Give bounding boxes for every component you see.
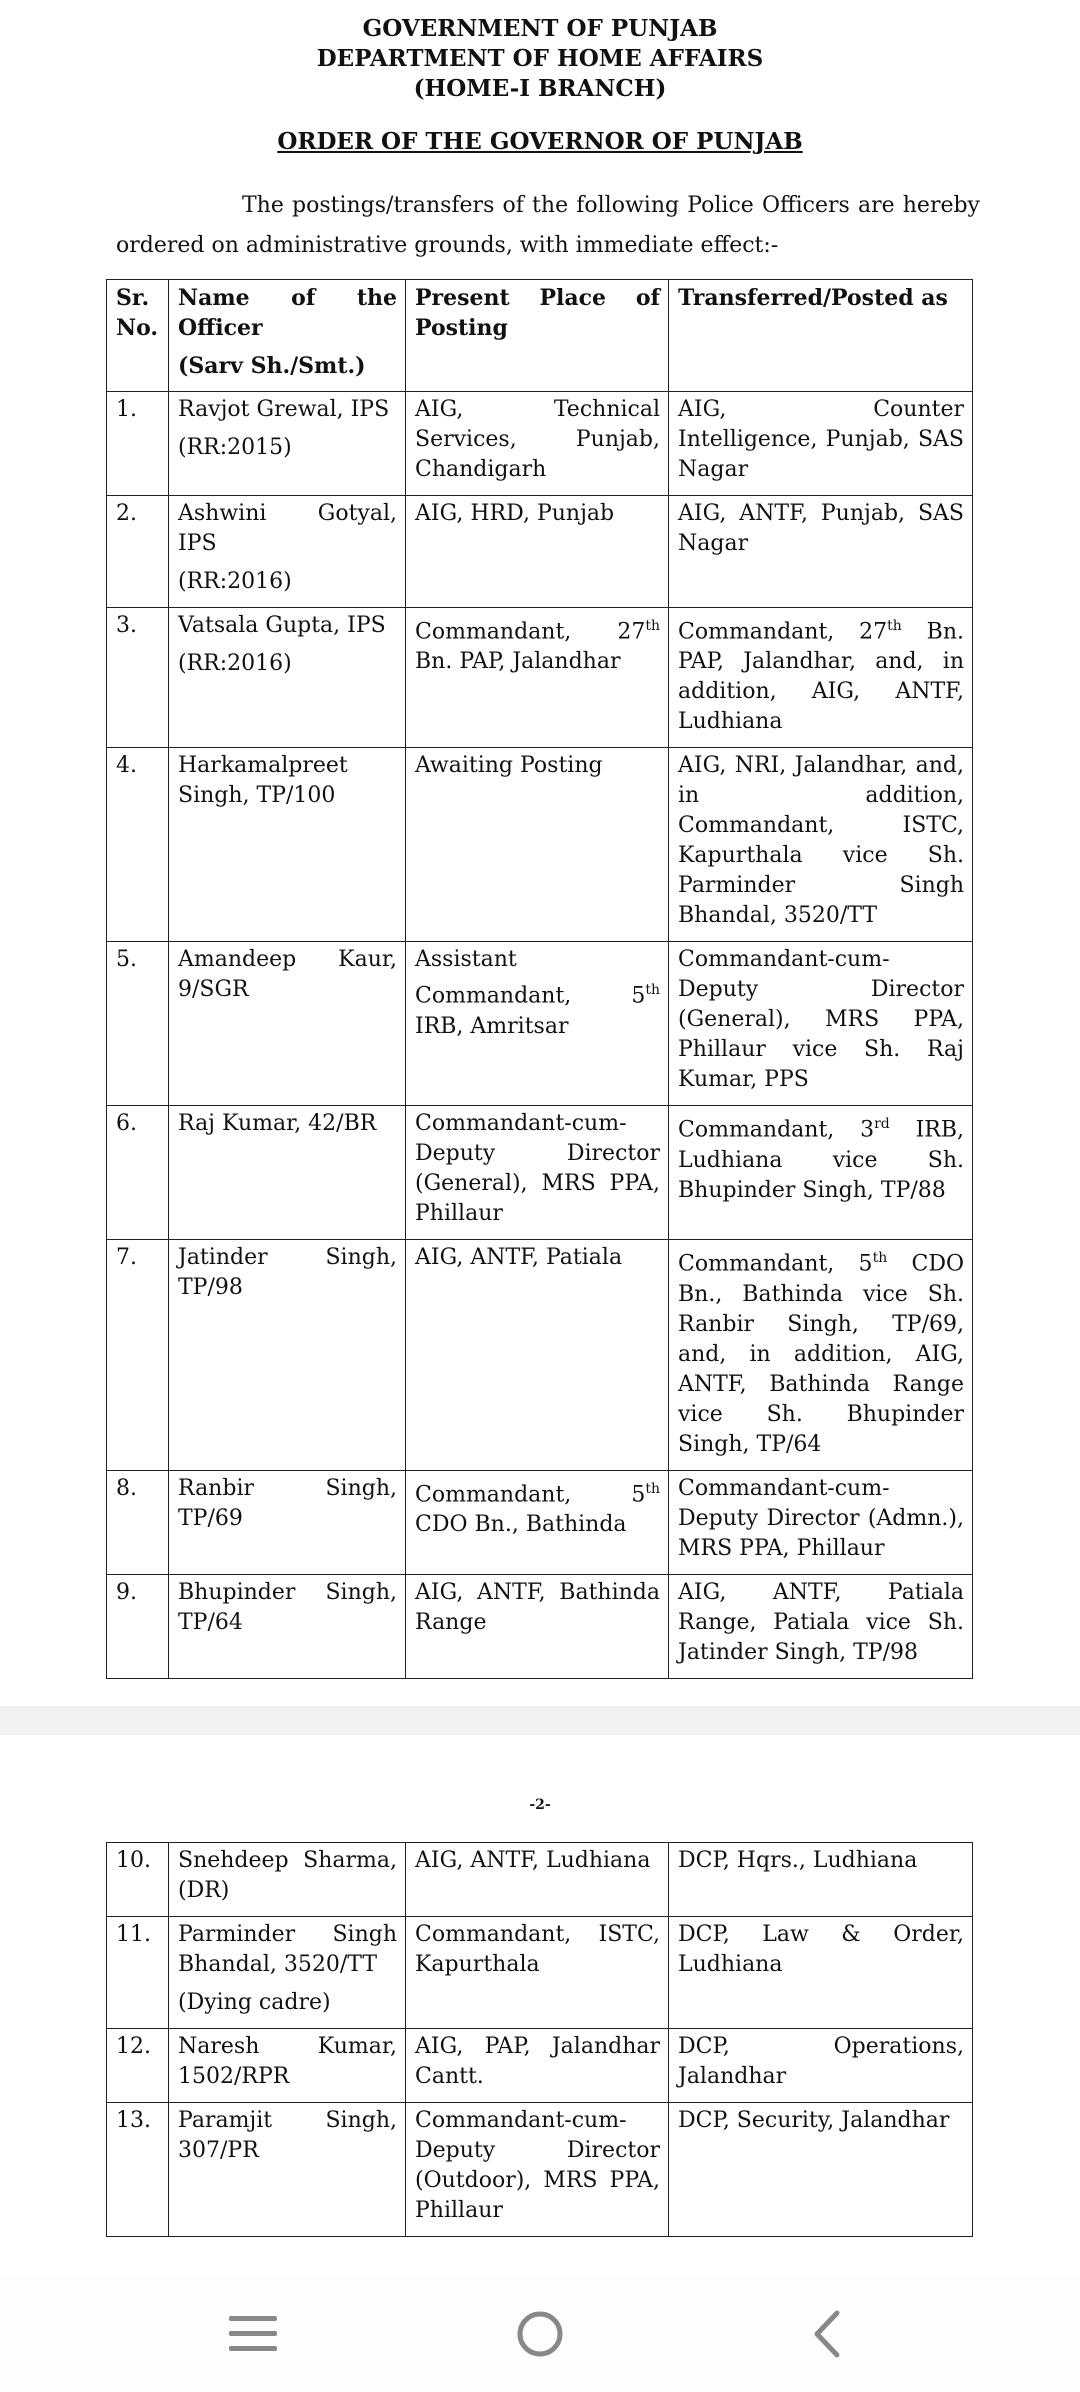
cell-sr-no: 6.: [107, 1106, 169, 1240]
postings-table-page-2: [106, 1842, 973, 2237]
officer-name: Ashwini Gotyal, IPS: [178, 501, 397, 556]
cell-transferred-as: AIG, ANTF, Patiala Range, Patiala vice Sh. Jatinder Singh, TP/98: [669, 1574, 973, 1678]
officer-name: Paramjit Singh, 307/PR: [178, 2108, 397, 2163]
officer-name: Snehdeep Sharma, (DR): [178, 1848, 397, 1903]
table-row: [107, 392, 973, 496]
cell-present-posting: Commandant, ISTC, Kapurthala: [406, 1917, 669, 2029]
cell-sr-no: 2.: [107, 496, 169, 608]
header-line-1: GOVERNMENT OF PUNJAB: [362, 15, 718, 42]
table-header-row: [107, 280, 973, 392]
officer-name: Vatsala Gupta, IPS: [178, 613, 386, 638]
table-row: [107, 1843, 973, 1917]
cell-sr-no: 3.: [107, 608, 169, 748]
back-icon: [807, 2309, 847, 2359]
officer-note: (Dying cadre): [178, 1990, 331, 2015]
cell-present-posting: Assistant Commandant, 5th IRB, Amritsar: [406, 942, 669, 1106]
home-icon: [515, 2309, 565, 2359]
officer-note: (RR:2016): [178, 651, 292, 676]
officer-name: Parminder Singh Bhandal, 3520/TT: [178, 1922, 397, 1977]
table-row: [107, 2029, 973, 2103]
cell-present-posting: AIG, ANTF, Patiala: [406, 1240, 669, 1470]
cell-officer-name: [169, 1843, 406, 1917]
header-line-2: DEPARTMENT OF HOME AFFAIRS: [316, 45, 764, 72]
cell-present-posting: Commandant, 27th Bn. PAP, Jalandhar: [406, 608, 669, 748]
officer-name: Amandeep Kaur, 9/SGR: [178, 947, 397, 1003]
back-button[interactable]: [767, 2294, 887, 2374]
cell-present-posting: Commandant-cum-Deputy Director (General), MRS PPA, Phillaur: [406, 1106, 669, 1240]
officer-name: Ranbir Singh, TP/69: [178, 1475, 397, 1531]
cell-sr-no: 11.: [107, 1917, 169, 2029]
cell-present-posting: Awaiting Posting: [406, 748, 669, 942]
cell-present-posting: AIG, PAP, Jalandhar Cantt.: [406, 2029, 669, 2103]
cell-transferred-as: Commandant, 27th Bn. PAP, Jalandhar, and, in addition, AIG, ANTF, Ludhiana: [669, 608, 973, 748]
officer-note: (RR:2015): [178, 435, 292, 460]
table-row: [107, 608, 973, 748]
cell-present-posting: AIG, Technical Services, Punjab, Chandigarh: [406, 392, 669, 496]
officer-name: Naresh Kumar, 1502/RPR: [178, 2034, 397, 2089]
cell-transferred-as: AIG, ANTF, Punjab, SAS Nagar: [669, 496, 973, 608]
cell-officer-name: [169, 1574, 406, 1678]
header-transferred-as: Transferred/Posted as: [669, 280, 973, 392]
cell-sr-no: 4.: [107, 748, 169, 942]
cell-officer-name: [169, 748, 406, 942]
officer-name: Harkamalpreet Singh, TP/100: [178, 753, 348, 809]
cell-present-posting: Commandant-cum-Deputy Director (Outdoor), MRS PPA, Phillaur: [406, 2103, 669, 2237]
cell-sr-no: 10.: [107, 1843, 169, 1917]
cell-sr-no: 13.: [107, 2103, 169, 2237]
table-row: [107, 1106, 973, 1240]
table-row: [107, 496, 973, 608]
cell-present-posting: Commandant, 5th CDO Bn., Bathinda: [406, 1470, 669, 1574]
header-sr-no: Sr. No.: [107, 280, 169, 392]
order-title: ORDER OF THE GOVERNOR OF PUNJAB: [277, 128, 803, 155]
officer-name: Bhupinder Singh, TP/64: [178, 1579, 397, 1635]
cell-officer-name: [169, 2103, 406, 2237]
officer-name: Jatinder Singh, TP/98: [178, 1245, 397, 1301]
cell-sr-no: 9.: [107, 1574, 169, 1678]
cell-present-posting: AIG, ANTF, Ludhiana: [406, 1843, 669, 1917]
header-officer-name: [169, 280, 406, 392]
table-row: [107, 748, 973, 942]
cell-transferred-as: AIG, NRI, Jalandhar, and, in addition, Commandant, ISTC, Kapurthala vice Sh. Parminder Singh Bhandal, 3520/TT: [669, 748, 973, 942]
cell-transferred-as: DCP, Hqrs., Ludhiana: [669, 1843, 973, 1917]
cell-present-posting: AIG, ANTF, Bathinda Range: [406, 1574, 669, 1678]
document-header: [0, 14, 1080, 104]
page-number: -2-: [529, 1797, 551, 1813]
cell-officer-name: [169, 608, 406, 748]
page-gap: [0, 1706, 1080, 1735]
cell-transferred-as: DCP, Security, Jalandhar: [669, 2103, 973, 2237]
header-present-posting: Present Place of Posting: [406, 280, 669, 392]
header-officer-name-label: Name of the Officer: [178, 285, 397, 341]
cell-transferred-as: DCP, Law & Order, Ludhiana: [669, 1917, 973, 2029]
officer-name: Raj Kumar, 42/BR: [178, 1111, 377, 1137]
table-row: [107, 1470, 973, 1574]
cell-transferred-as: DCP, Operations, Jalandhar: [669, 2029, 973, 2103]
cell-present-posting: AIG, HRD, Punjab: [406, 496, 669, 608]
cell-transferred-as: Commandant, 5th CDO Bn., Bathinda vice Sh. Ranbir Singh, TP/69, and, in addition, AIG, ANTF, Bathinda Range vice Sh. Bhupinder Singh, TP/64: [669, 1240, 973, 1470]
officer-name: Ravjot Grewal, IPS: [178, 397, 390, 422]
recent-apps-icon: [227, 2312, 279, 2356]
cell-sr-no: 12.: [107, 2029, 169, 2103]
table-row: [107, 942, 973, 1106]
cell-officer-name: [169, 1917, 406, 2029]
cell-transferred-as: Commandant, 3rd IRB, Ludhiana vice Sh. Bhupinder Singh, TP/88: [669, 1106, 973, 1240]
postings-table-page-1: [106, 279, 973, 1679]
cell-transferred-as: Commandant-cum-Deputy Director (Admn.), MRS PPA, Phillaur: [669, 1470, 973, 1574]
table-row: [107, 1574, 973, 1678]
table-row: [107, 2103, 973, 2237]
cell-officer-name: [169, 1106, 406, 1240]
cell-transferred-as: AIG, Counter Intelligence, Punjab, SAS Nagar: [669, 392, 973, 496]
document-page-2: [0, 1735, 1080, 2275]
cell-officer-name: [169, 1470, 406, 1574]
table-row: [107, 1917, 973, 2029]
cell-sr-no: 5.: [107, 942, 169, 1106]
cell-sr-no: 1.: [107, 392, 169, 496]
officer-note: (RR:2016): [178, 569, 292, 594]
cell-sr-no: 7.: [107, 1240, 169, 1470]
cell-officer-name: [169, 942, 406, 1106]
cell-transferred-as: Commandant-cum-Deputy Director (General), MRS PPA, Phillaur vice Sh. Raj Kumar, PPS: [669, 942, 973, 1106]
cell-officer-name: [169, 1240, 406, 1470]
cell-officer-name: [169, 392, 406, 496]
cell-officer-name: [169, 496, 406, 608]
recent-apps-button[interactable]: [193, 2294, 313, 2374]
header-line-3: (HOME-I BRANCH): [413, 75, 667, 102]
home-button[interactable]: [480, 2294, 600, 2374]
cell-sr-no: 8.: [107, 1470, 169, 1574]
android-nav-bar: [0, 2275, 1080, 2392]
table-row: [107, 1240, 973, 1470]
intro-paragraph: The postings/transfers of the following Police Officers are hereby ordered on administrative grounds, with immediate effect:-: [116, 193, 980, 258]
cell-officer-name: [169, 2029, 406, 2103]
header-officer-name-sub: (Sarv Sh./Smt.): [178, 353, 366, 379]
